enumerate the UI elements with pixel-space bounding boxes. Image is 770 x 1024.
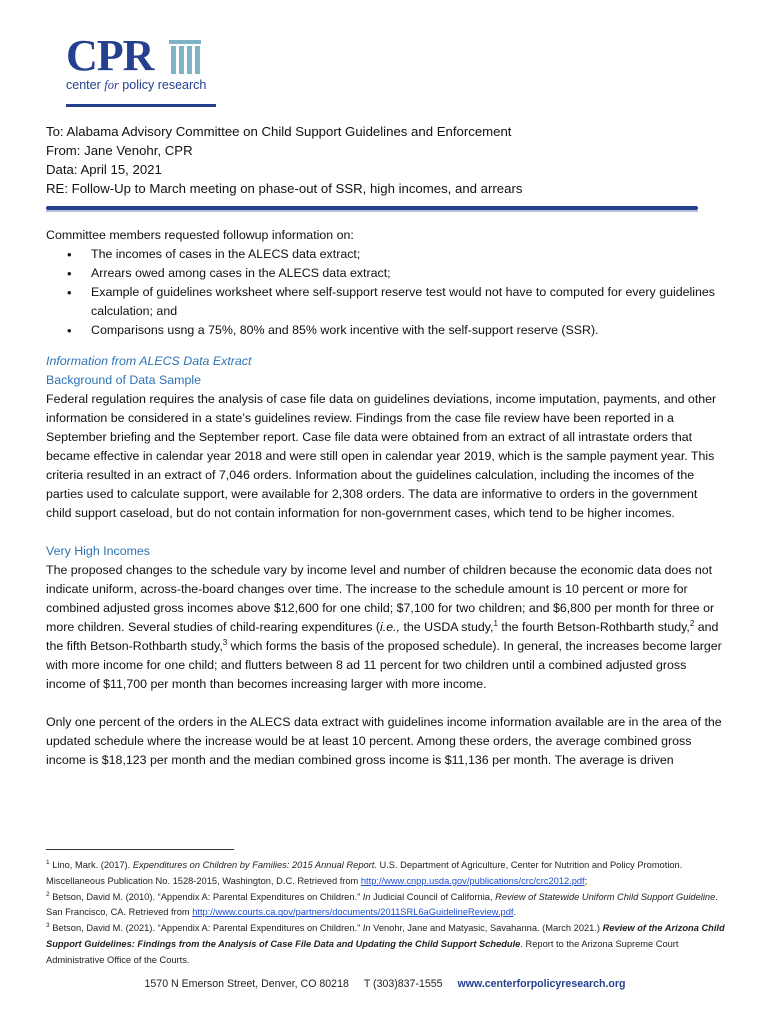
para2-text: the USDA study, bbox=[400, 620, 494, 634]
list-item: • Comparisons usng a 75%, 80% and 85% work incentive with the self-support reserve (SSR). bbox=[46, 321, 726, 340]
para2-text: the fourth Betson-Rothbarth study, bbox=[497, 620, 690, 634]
footnote-number: 1 bbox=[46, 858, 50, 866]
memo-date: Data: April 15, 2021 bbox=[46, 162, 162, 177]
footnote-title: Expenditures on Children by Families: 2015 Annual Report. bbox=[132, 860, 377, 870]
list-item: • Example of guidelines worksheet where self-support reserve test would not have to computed for every guidelines calculation; and bbox=[46, 283, 726, 321]
memo-header bbox=[46, 122, 522, 198]
logo-tagline-for: for bbox=[104, 78, 119, 92]
para2-text: which forms the basis of the proposed schedule). In general, the increases become larger with more income for one child; and flutters between 8 ad 11 percent for two children until a combined adjusted gross income of $11,700 per month than becomes increasing larger with more income. bbox=[46, 639, 722, 691]
footnote-separator bbox=[46, 849, 234, 850]
footnote-link[interactable]: http://www.cnpp.usda.gov/publications/crc/crc2012.pdf bbox=[360, 875, 585, 886]
footnote-3 bbox=[46, 921, 736, 968]
footnote-text: Lino, Mark. (2017). bbox=[49, 860, 133, 870]
memo-re: RE: Follow-Up to March meeting on phase-out of SSR, high incomes, and arrears bbox=[46, 181, 523, 196]
paragraph-very-high-incomes bbox=[46, 561, 726, 694]
subheading-background: Background of Data Sample bbox=[46, 373, 201, 387]
footnote-text: . San Francisco, CA. Retrieved from bbox=[46, 891, 718, 918]
footnote-in: In bbox=[362, 923, 371, 934]
logo-tagline bbox=[66, 78, 206, 93]
footnote-text: Venohr, Jane and Matyasic, Savahanna. (March 2021.) bbox=[370, 923, 603, 934]
cpr-logo bbox=[66, 31, 216, 98]
footnote-number: 2 bbox=[46, 890, 50, 898]
logo-columns-icon bbox=[169, 40, 201, 76]
footnote-2 bbox=[46, 890, 736, 922]
footnote-1 bbox=[46, 858, 736, 890]
footnote-title: Review of the Arizona Child Support Guidelines: Findings from the Analysis of Case File Data and Updating the Child Support Schedule bbox=[46, 923, 725, 949]
footnote-in: In bbox=[362, 891, 371, 902]
logo-underline bbox=[66, 104, 216, 107]
logo-tagline-rest: policy research bbox=[118, 78, 207, 92]
footnote-text: Betson, David M. (2010). “Appendix A: Parental Expenditures on Children.” bbox=[49, 891, 363, 902]
footnote-ref-1[interactable]: 1 bbox=[493, 618, 498, 628]
footnote-text: U.S. Department of Agriculture, Center for Nutrition and Policy Promotion. Miscellaneous Publication No. 1528-2015, Washington, D.C. Retrieved from bbox=[46, 860, 683, 886]
list-item: • Arrears owed among cases in the ALECS data extract; bbox=[46, 264, 726, 283]
memo-to: To: Alabama Advisory Committee on Child Support Guidelines and Enforcement bbox=[46, 124, 512, 139]
subheading-very-high-incomes: Very High Incomes bbox=[46, 544, 150, 558]
footnote-text: . bbox=[513, 907, 517, 918]
header-divider-shadow bbox=[46, 210, 698, 212]
footnote-ref-3[interactable]: 3 bbox=[222, 637, 228, 647]
footnote-ref-2[interactable]: 2 bbox=[689, 618, 695, 628]
footer-website-link[interactable]: www.centerforpolicyresearch.org bbox=[457, 978, 626, 990]
footnote-link[interactable]: http://www.courts.ca.gov/partners/documents/2011SRL6aGuidelineReview.pdf bbox=[192, 907, 514, 918]
para2-ie: i.e., bbox=[380, 620, 401, 634]
intro-text: Committee members requested followup information on: bbox=[46, 228, 354, 242]
logo-tagline-center: center bbox=[66, 78, 105, 92]
footer-address: 1570 N Emerson Street, Denver, CO 80218 bbox=[144, 978, 349, 990]
footer-phone: T (303)837-1555 bbox=[363, 978, 443, 990]
footnote-number: 3 bbox=[46, 922, 50, 930]
list-item: • The incomes of cases in the ALECS data extract; bbox=[46, 245, 726, 264]
para2-text: and the fifth Betson-Rothbarth study, bbox=[46, 620, 719, 653]
footnote-text: Judicial Council of California, bbox=[370, 891, 496, 902]
logo-wordmark: CPR bbox=[66, 31, 154, 80]
para2-text: The proposed changes to the schedule vary by income level and number of children because the economic data does not indicate uniform, across-the-board changes over time. The increase to the schedule amount is 10 percent or more for combined adjusted gross incomes above $12,600 for one child; $7,100 for two children; and $6,800 per month for three or more children. Several studies of child-rearing expenditures ( bbox=[46, 563, 715, 634]
followup-list bbox=[46, 245, 726, 340]
memo-from: From: Jane Venohr, CPR bbox=[46, 143, 193, 158]
footnote-text: Betson, David M. (2021). “Appendix A: Parental Expenditures on Children.” bbox=[49, 923, 363, 934]
paragraph-orders-share: Only one percent of the orders in the ALECS data extract with guidelines income information available are in the area of the updated schedule where the increase would be at least 10 percent. Among these orders, the average combined gross income is $18,123 per month and the median combined gross income is $11,136 per month. The average is driven bbox=[46, 715, 722, 767]
footnote-title: Review of Statewide Uniform Child Support Guideline bbox=[495, 891, 716, 902]
page-footer bbox=[0, 978, 770, 990]
footnotes bbox=[46, 858, 736, 969]
section-heading-alecs: Information from ALECS Data Extract bbox=[46, 354, 252, 368]
footnote-text: . Report to the Arizona Supreme Court Administrative Office of the Courts. bbox=[46, 938, 679, 965]
footnote-text: ; bbox=[584, 875, 588, 886]
paragraph-background: Federal regulation requires the analysis of case file data on guidelines deviations, income imputation, payments, and other information be considered in a state’s guidelines review. Findings from the case file review have been reported in a September briefing and the September report. Case file data were obtained from an extract of all intrastate orders that became effective in calendar year 2018 and were still open in calendar year 2019, which is the sample payment year. This criteria resulted in an extract of 7,046 orders. Information about the guidelines calculation, including the incomes of the parties used to calculate support, were available for 2,308 orders. The data are informative to orders in the government child support caseload, but do not contain information for non-government cases, which tend to be higher incomes. bbox=[46, 392, 717, 520]
memo-body bbox=[46, 226, 726, 770]
